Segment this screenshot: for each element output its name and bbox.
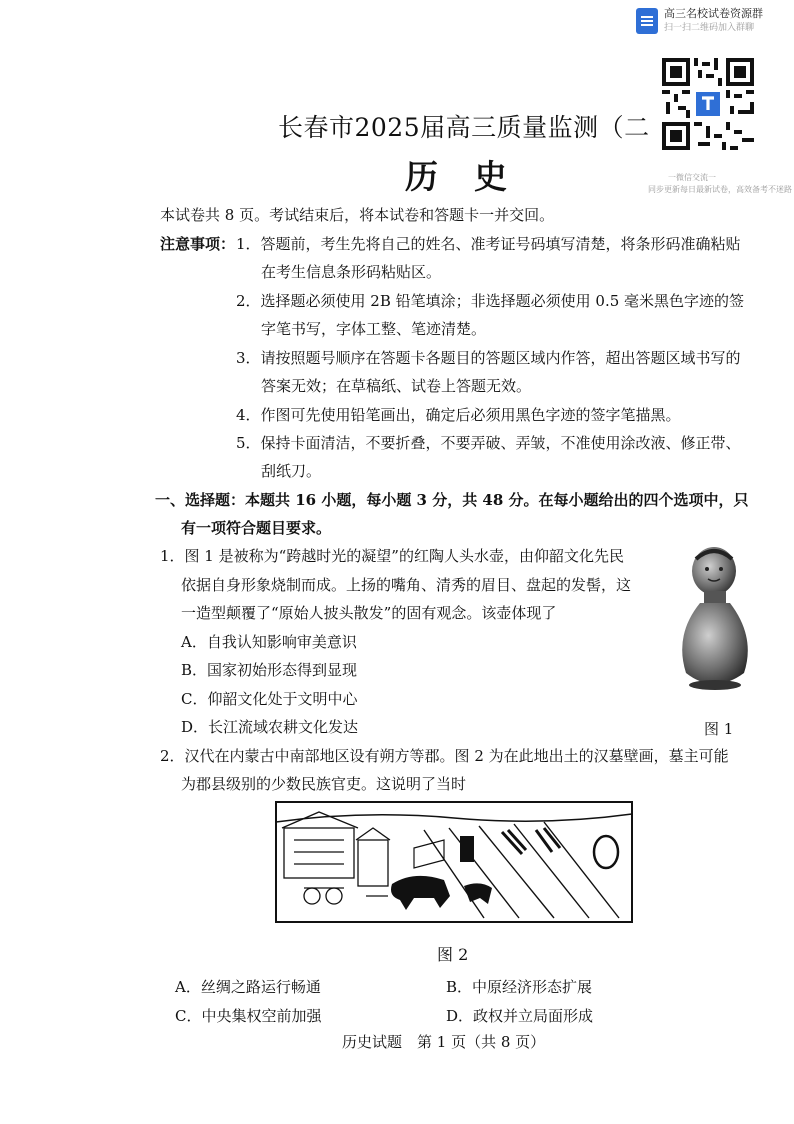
exam-title: 长春市2025届高三质量监测（二 (278, 113, 650, 142)
figure-2-caption: 图 2 (437, 945, 469, 964)
section-heading-cont: 有一项符合题目要求。 (181, 519, 332, 537)
qr-caption-detail: 同步更新每日最新试卷，高效备考不迷路 (648, 185, 792, 194)
notice-line-2: 2．选择题必须使用 2B 铅笔填涂；非选择题必须使用 0.5 毫米黑色字迹的签 (236, 292, 745, 310)
exam-intro: 本试卷共 8 页。考试结束后，将本试卷和答题卡一并交回。 (160, 206, 555, 224)
q1-stem-line-1: 1．图 1 是被称为“跨越时光的凝望”的红陶人头水壶，由仰韶文化先民 (160, 547, 624, 565)
notice-line-3: 3．请按照题号顺序在答题卡各题目的答题区域内作答，超出答题区域书写的 (236, 349, 741, 367)
q2-option-c[interactable]: C．中央集权空前加强 (175, 1007, 322, 1025)
notice-line-5: 5．保持卡面清洁，不要折叠，不要弄破、弄皱，不准使用涂改液、修正带、 (236, 434, 741, 452)
figure-2-han-tomb-mural (274, 800, 634, 924)
watermark-title: 高三名校试卷资源群 (664, 7, 763, 20)
section-heading: 一、选择题：本题共 16 小题，每小题 3 分，共 48 分。在每小题给出的四个选项中，只 (155, 491, 749, 509)
q2-option-b[interactable]: B．中原经济形态扩展 (446, 978, 593, 996)
figure-1-pottery-vessel (670, 545, 760, 695)
document-icon (636, 8, 658, 34)
q2-stem-line-2: 为郡县级别的少数民族官吏。这说明了当时 (181, 775, 467, 793)
notice-label: 注意事项： (160, 235, 236, 253)
notice-line-1b: 在考生信息条形码粘贴区。 (261, 263, 442, 281)
notice-line-5b: 刮纸刀。 (261, 462, 322, 480)
exam-subject: 历史 (405, 157, 543, 196)
q2-option-d[interactable]: D．政权并立局面形成 (446, 1007, 594, 1025)
page-footer: 历史试题 第 1 页（共 8 页） (342, 1033, 546, 1051)
notice-line-4: 4．作图可先使用铅笔画出，确定后必须用黑色字迹的签字笔描黑。 (236, 406, 681, 424)
q1-stem-line-2: 依据自身形象烧制而成。上扬的嘴角、清秀的眉目、盘起的发髻，这 (181, 576, 632, 594)
figure-1-caption: 图 1 (704, 720, 734, 738)
watermark-subtitle: 扫一扫二维码加入群聊 (664, 23, 755, 33)
q1-option-b[interactable]: B．国家初始形态得到显现 (181, 661, 358, 679)
notice-line-1: 1．答题前，考生先将自己的姓名、准考证号码填写清楚，将条形码准确粘贴 (236, 235, 741, 253)
qr-caption: 一微信交流一 (668, 173, 716, 182)
qr-code-icon[interactable] (662, 58, 754, 150)
notice-line-2b: 字笔书写，字体工整、笔迹清楚。 (261, 320, 487, 338)
q1-option-a[interactable]: A．自我认知影响审美意识 (181, 633, 357, 651)
notice-line-3b: 答案无效；在草稿纸、试卷上答题无效。 (261, 377, 532, 395)
q1-option-d[interactable]: D．长江流域农耕文化发达 (181, 718, 359, 736)
q1-option-c[interactable]: C．仰韶文化处于文明中心 (181, 690, 358, 708)
q1-stem-line-3: 一造型颠覆了“原始人披头散发”的固有观念。该壶体现了 (181, 604, 557, 622)
q2-stem-line-1: 2．汉代在内蒙古中南部地区设有朔方等郡。图 2 为在此地出土的汉墓壁画，墓主可能 (160, 747, 729, 765)
watermark-banner[interactable] (636, 4, 786, 38)
q2-option-a[interactable]: A．丝绸之路运行畅通 (175, 978, 321, 996)
